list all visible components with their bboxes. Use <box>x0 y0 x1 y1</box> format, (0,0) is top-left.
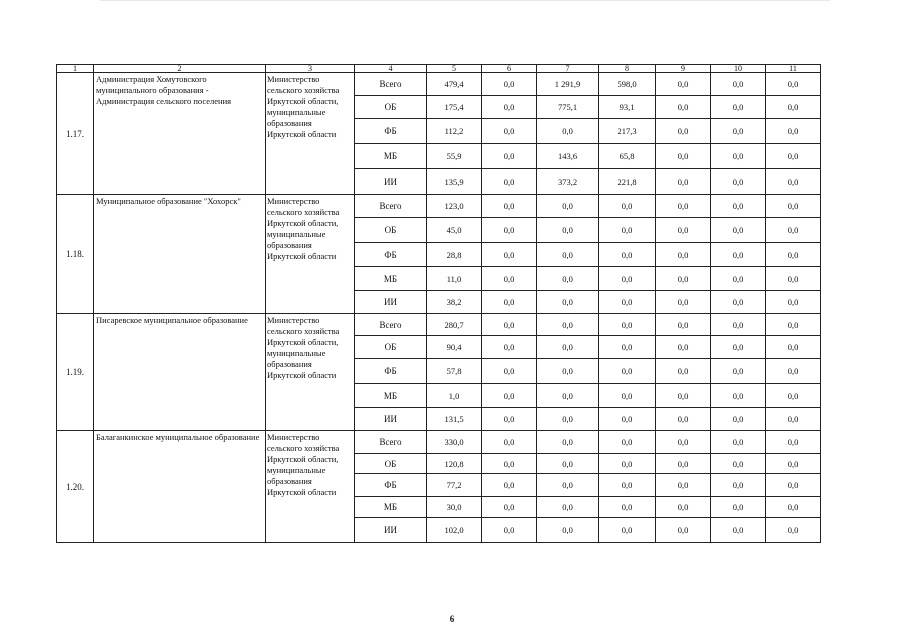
value-cell: 57,8 <box>427 359 482 384</box>
value-cell: 0,0 <box>599 359 656 384</box>
value-cell: 0,0 <box>599 314 656 336</box>
header-cell: 10 <box>711 65 766 73</box>
value-cell: 0,0 <box>766 518 821 543</box>
value-cell: 0,0 <box>482 144 537 169</box>
value-cell: 0,0 <box>537 218 599 243</box>
funding-source: Всего <box>355 431 427 454</box>
value-cell: 0,0 <box>711 96 766 119</box>
value-cell: 143,6 <box>537 144 599 169</box>
value-cell: 0,0 <box>537 291 599 314</box>
value-cell: 0,0 <box>599 243 656 267</box>
funding-source: ОБ <box>355 96 427 119</box>
value-cell: 0,0 <box>482 454 537 474</box>
value-cell: 102,0 <box>427 518 482 543</box>
participant-name: Писаревское муниципальное образование <box>94 314 266 431</box>
value-cell: 0,0 <box>482 291 537 314</box>
value-cell: 120,8 <box>427 454 482 474</box>
header-cell: 5 <box>427 65 482 73</box>
funding-source: МБ <box>355 497 427 518</box>
value-cell: 0,0 <box>656 408 711 431</box>
value-cell: 0,0 <box>599 431 656 454</box>
value-cell: 0,0 <box>537 314 599 336</box>
header-cell: 7 <box>537 65 599 73</box>
value-cell: 479,4 <box>427 73 482 96</box>
value-cell: 0,0 <box>711 73 766 96</box>
participant-name: Балаганкинское муниципальное образование <box>94 431 266 543</box>
value-cell: 0,0 <box>537 384 599 408</box>
table-body <box>57 65 821 543</box>
funding-source: ФБ <box>355 359 427 384</box>
value-cell: 0,0 <box>482 267 537 291</box>
value-cell: 0,0 <box>766 267 821 291</box>
item-number: 1.18. <box>57 195 94 314</box>
value-cell: 90,4 <box>427 336 482 359</box>
page-number: 6 <box>449 614 455 624</box>
value-cell: 0,0 <box>537 359 599 384</box>
value-cell: 0,0 <box>482 314 537 336</box>
value-cell: 0,0 <box>656 169 711 195</box>
value-cell: 0,0 <box>711 169 766 195</box>
value-cell: 0,0 <box>656 243 711 267</box>
value-cell: 0,0 <box>482 336 537 359</box>
header-cell: 11 <box>766 65 821 73</box>
funding-source: ОБ <box>355 336 427 359</box>
value-cell: 0,0 <box>482 218 537 243</box>
header-cell: 6 <box>482 65 537 73</box>
header-cell: 8 <box>599 65 656 73</box>
value-cell: 0,0 <box>482 119 537 144</box>
executor-name: Министерство сельского хозяйства Иркутской области, муниципальные образования Иркутской области <box>266 431 355 543</box>
value-cell: 175,4 <box>427 96 482 119</box>
value-cell: 135,9 <box>427 169 482 195</box>
value-cell: 112,2 <box>427 119 482 144</box>
value-cell: 0,0 <box>656 431 711 454</box>
funding-source: Всего <box>355 314 427 336</box>
value-cell: 0,0 <box>656 96 711 119</box>
funding-source: ФБ <box>355 474 427 497</box>
executor-name: Министерство сельского хозяйства Иркутской области, муниципальные образования Иркутской области <box>266 314 355 431</box>
value-cell: 0,0 <box>537 518 599 543</box>
value-cell: 55,9 <box>427 144 482 169</box>
value-cell: 1,0 <box>427 384 482 408</box>
value-cell: 0,0 <box>766 291 821 314</box>
value-cell: 0,0 <box>482 474 537 497</box>
value-cell: 0,0 <box>711 291 766 314</box>
value-cell: 0,0 <box>711 497 766 518</box>
value-cell: 0,0 <box>599 384 656 408</box>
value-cell: 0,0 <box>656 218 711 243</box>
value-cell: 0,0 <box>656 336 711 359</box>
value-cell: 0,0 <box>656 518 711 543</box>
value-cell: 0,0 <box>711 243 766 267</box>
value-cell: 0,0 <box>482 96 537 119</box>
value-cell: 45,0 <box>427 218 482 243</box>
value-cell: 0,0 <box>766 408 821 431</box>
value-cell: 0,0 <box>537 267 599 291</box>
value-cell: 0,0 <box>656 73 711 96</box>
value-cell: 0,0 <box>599 497 656 518</box>
funding-source: ИИ <box>355 518 427 543</box>
executor-name: Министерство сельского хозяйства Иркутской области, муниципальные образования Иркутской области <box>266 195 355 314</box>
header-cell: 1 <box>57 65 94 73</box>
header-cell: 3 <box>266 65 355 73</box>
value-cell: 0,0 <box>656 119 711 144</box>
value-cell: 77,2 <box>427 474 482 497</box>
value-cell: 0,0 <box>599 408 656 431</box>
value-cell: 0,0 <box>711 267 766 291</box>
item-number: 1.20. <box>57 431 94 543</box>
value-cell: 0,0 <box>537 431 599 454</box>
value-cell: 0,0 <box>766 359 821 384</box>
funding-source: ФБ <box>355 119 427 144</box>
value-cell: 0,0 <box>482 169 537 195</box>
header-cell: 2 <box>94 65 266 73</box>
value-cell: 0,0 <box>599 336 656 359</box>
value-cell: 30,0 <box>427 497 482 518</box>
value-cell: 0,0 <box>711 454 766 474</box>
value-cell: 0,0 <box>766 384 821 408</box>
table-row <box>57 73 821 96</box>
value-cell: 0,0 <box>711 408 766 431</box>
value-cell: 0,0 <box>537 454 599 474</box>
funding-source: ОБ <box>355 454 427 474</box>
funding-source: ОБ <box>355 218 427 243</box>
header-cell: 4 <box>355 65 427 73</box>
value-cell: 0,0 <box>599 291 656 314</box>
value-cell: 330,0 <box>427 431 482 454</box>
value-cell: 0,0 <box>711 195 766 218</box>
participant-name: Муниципальное образование "Хохорск" <box>94 195 266 314</box>
value-cell: 0,0 <box>537 474 599 497</box>
value-cell: 0,0 <box>537 119 599 144</box>
value-cell: 11,0 <box>427 267 482 291</box>
funding-source: ФБ <box>355 243 427 267</box>
value-cell: 0,0 <box>656 291 711 314</box>
participant-name: Администрация Хомутовского муниципального образования - Администрация сельского поселения <box>94 73 266 195</box>
value-cell: 0,0 <box>482 497 537 518</box>
value-cell: 0,0 <box>537 195 599 218</box>
value-cell: 0,0 <box>711 119 766 144</box>
value-cell: 0,0 <box>711 384 766 408</box>
header-cell: 9 <box>656 65 711 73</box>
value-cell: 0,0 <box>599 454 656 474</box>
funding-source: ИИ <box>355 408 427 431</box>
value-cell: 0,0 <box>766 336 821 359</box>
value-cell: 0,0 <box>482 359 537 384</box>
header-row <box>57 65 821 73</box>
value-cell: 0,0 <box>711 314 766 336</box>
value-cell: 0,0 <box>537 408 599 431</box>
value-cell: 0,0 <box>711 431 766 454</box>
funding-source: ИИ <box>355 169 427 195</box>
value-cell: 0,0 <box>656 359 711 384</box>
value-cell: 0,0 <box>599 195 656 218</box>
value-cell: 0,0 <box>537 497 599 518</box>
value-cell: 0,0 <box>482 518 537 543</box>
value-cell: 0,0 <box>656 195 711 218</box>
item-number: 1.19. <box>57 314 94 431</box>
value-cell: 0,0 <box>599 218 656 243</box>
value-cell: 0,0 <box>656 454 711 474</box>
value-cell: 0,0 <box>599 267 656 291</box>
value-cell: 131,5 <box>427 408 482 431</box>
value-cell: 0,0 <box>711 359 766 384</box>
value-cell: 0,0 <box>766 431 821 454</box>
funding-source: Всего <box>355 195 427 218</box>
value-cell: 373,2 <box>537 169 599 195</box>
value-cell: 0,0 <box>711 336 766 359</box>
table-row <box>57 314 821 336</box>
value-cell: 0,0 <box>482 243 537 267</box>
value-cell: 0,0 <box>766 144 821 169</box>
funding-source: МБ <box>355 384 427 408</box>
value-cell: 0,0 <box>711 518 766 543</box>
value-cell: 0,0 <box>766 195 821 218</box>
value-cell: 1 291,9 <box>537 73 599 96</box>
value-cell: 0,0 <box>537 243 599 267</box>
scan-edge-line <box>100 0 830 1</box>
funding-source: МБ <box>355 144 427 169</box>
value-cell: 598,0 <box>599 73 656 96</box>
value-cell: 0,0 <box>656 144 711 169</box>
value-cell: 0,0 <box>482 431 537 454</box>
value-cell: 280,7 <box>427 314 482 336</box>
value-cell: 217,3 <box>599 119 656 144</box>
value-cell: 0,0 <box>711 144 766 169</box>
value-cell: 0,0 <box>766 96 821 119</box>
value-cell: 0,0 <box>711 218 766 243</box>
executor-name: Министерство сельского хозяйства Иркутской области, муниципальные образования Иркутской области <box>266 73 355 195</box>
value-cell: 0,0 <box>656 384 711 408</box>
value-cell: 0,0 <box>766 474 821 497</box>
budget-table <box>56 64 821 543</box>
value-cell: 0,0 <box>482 408 537 431</box>
value-cell: 0,0 <box>482 73 537 96</box>
value-cell: 28,8 <box>427 243 482 267</box>
value-cell: 38,2 <box>427 291 482 314</box>
value-cell: 93,1 <box>599 96 656 119</box>
value-cell: 775,1 <box>537 96 599 119</box>
funding-source: МБ <box>355 267 427 291</box>
value-cell: 0,0 <box>766 497 821 518</box>
value-cell: 0,0 <box>482 384 537 408</box>
value-cell: 0,0 <box>766 243 821 267</box>
value-cell: 0,0 <box>766 169 821 195</box>
item-number: 1.17. <box>57 73 94 195</box>
value-cell: 221,8 <box>599 169 656 195</box>
value-cell: 0,0 <box>766 119 821 144</box>
value-cell: 0,0 <box>711 474 766 497</box>
value-cell: 0,0 <box>537 336 599 359</box>
value-cell: 65,8 <box>599 144 656 169</box>
value-cell: 0,0 <box>766 314 821 336</box>
funding-source: Всего <box>355 73 427 96</box>
value-cell: 0,0 <box>766 73 821 96</box>
value-cell: 0,0 <box>656 267 711 291</box>
value-cell: 0,0 <box>766 218 821 243</box>
value-cell: 0,0 <box>766 454 821 474</box>
value-cell: 0,0 <box>482 195 537 218</box>
value-cell: 0,0 <box>656 497 711 518</box>
value-cell: 0,0 <box>599 474 656 497</box>
value-cell: 0,0 <box>599 518 656 543</box>
value-cell: 0,0 <box>656 474 711 497</box>
funding-source: ИИ <box>355 291 427 314</box>
value-cell: 0,0 <box>656 314 711 336</box>
value-cell: 123,0 <box>427 195 482 218</box>
table-row <box>57 195 821 218</box>
table-row <box>57 431 821 454</box>
